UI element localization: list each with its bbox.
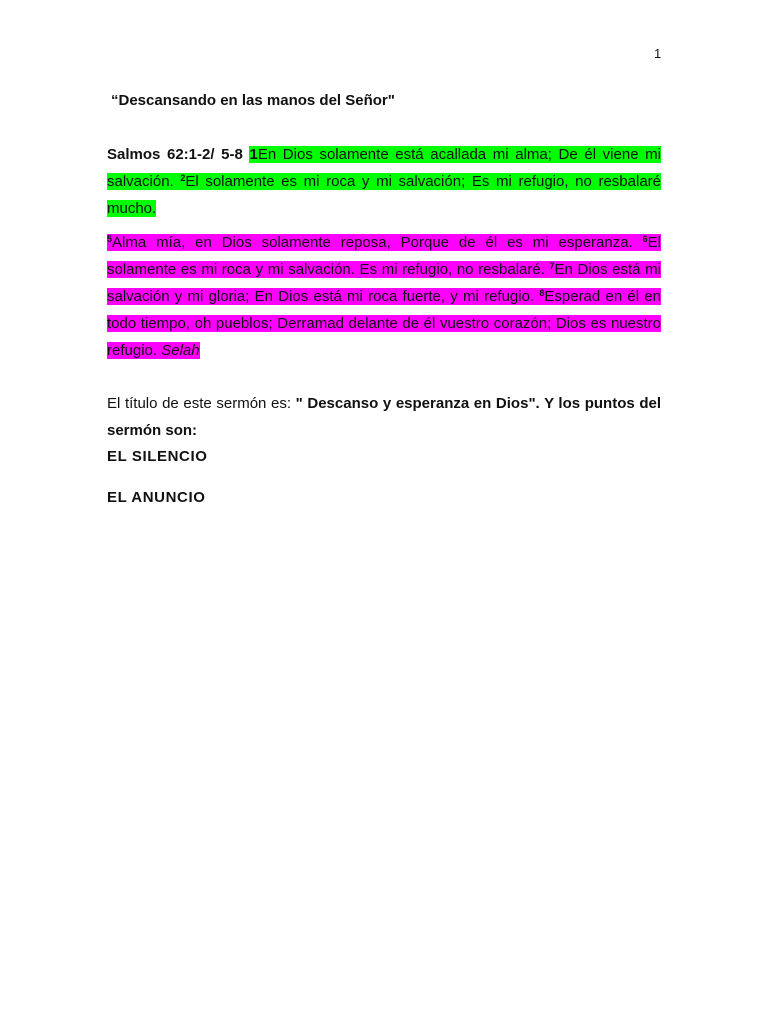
verse-7-text: En Dios está mi salvación y mi gloria; En Dios está mi roca fuerte, y mi refugio. [107, 261, 661, 305]
verse-1-text: En Dios solamente está acallada mi alma; De él viene mi salvación. [107, 146, 661, 190]
sermon-title: " Descanso y esperanza en Dios". Y los puntos del sermón son: [107, 395, 661, 439]
passage-paragraph-2 [107, 229, 661, 364]
scripture-reference: Salmos 62:1-2/ 5-8 [107, 146, 243, 163]
verse-6-number: 6 [642, 234, 648, 244]
verse-8-text: Esperad en él en todo tiempo, oh pueblos; Derramad delante de él vuestro corazón; Dios es nuestro refugio. [107, 288, 661, 359]
verse-8-number: 8 [539, 288, 545, 298]
sermon-intro-text: El título de este sermón es: [107, 395, 296, 412]
verse-5-number: 5 [107, 234, 113, 244]
document-title: “Descansando en las manos del Señor" [111, 92, 395, 109]
sermon-point-2: EL ANUNCIO [107, 489, 206, 506]
page-number: 1 [654, 46, 662, 61]
verse-1-number: 1 [249, 146, 258, 163]
verses-5-8 [107, 234, 661, 359]
verse-7-number: 7 [549, 261, 555, 271]
verse-5-text: Alma mía, en Dios solamente reposa, Porque de él es mi esperanza. [112, 234, 633, 251]
verse-6-text: El solamente es mi roca y mi salvación. Es mi refugio, no resbalaré. [107, 234, 662, 278]
verse-2-text: El solamente es mi roca y mi salvación; Es mi refugio, no resbalaré mucho. [107, 173, 661, 217]
verse-2-number: 2 [180, 173, 186, 183]
selah-word: Selah [161, 342, 200, 359]
sermon-point-1: EL SILENCIO [107, 448, 208, 465]
sermon-intro-paragraph [107, 390, 661, 444]
passage-paragraph-1 [107, 141, 661, 222]
